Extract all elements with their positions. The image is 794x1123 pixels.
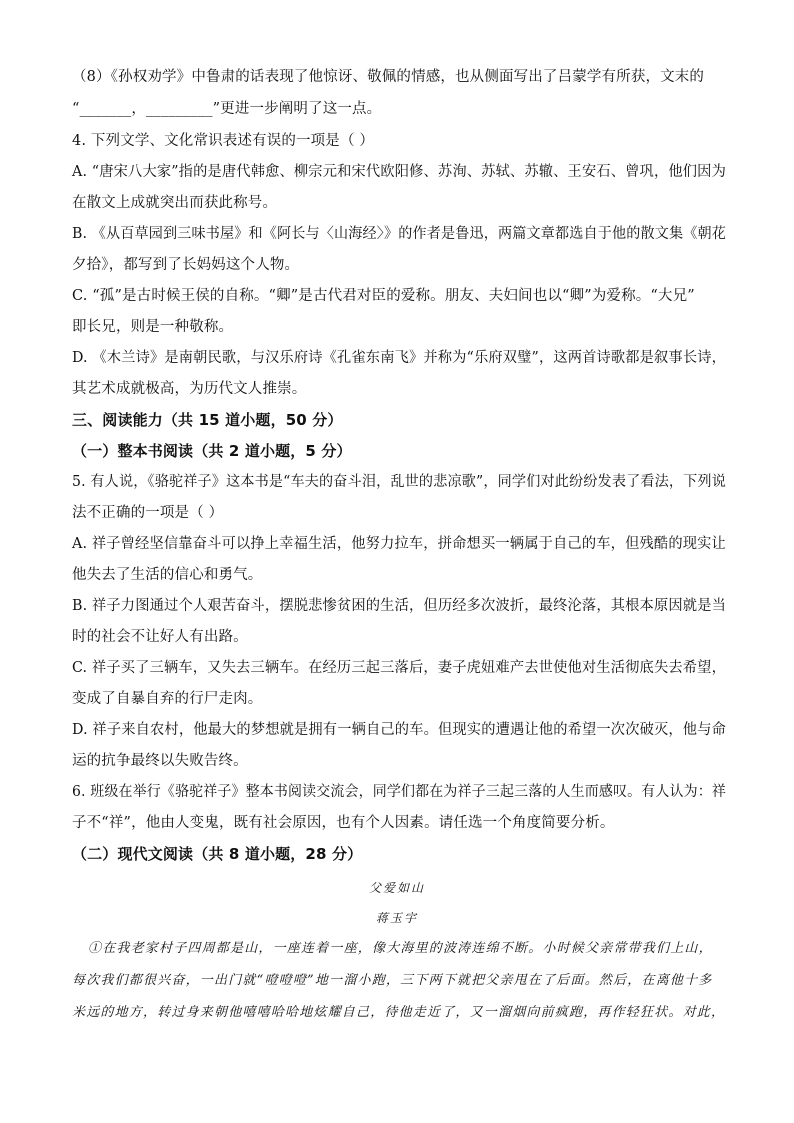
q8-line-2: “_______，_________”更进一步阐明了这一点。 <box>72 101 382 117</box>
article-title: 父爱如山 <box>368 881 425 895</box>
q5-option-c-line-1: C. 祥子买了三辆车，又失去三辆车。在经历三起三落后，妻子虎妞难产去世使他对生活彻底失去希望， <box>72 660 727 676</box>
q5-option-a-line-1: A. 祥子曾经坚信靠奋斗可以挣上幸福生活，他努力拉车，拼命想买一辆属于自己的车，但残酷的现实让 <box>72 536 726 552</box>
q5-option-d-line-1: D. 祥子来自农村，他最大的梦想就是拥有一辆自己的车。但现实的遭遇让他的希望一次次破灭，他与命 <box>72 722 726 738</box>
q4-option-a-line-1: A. “唐宋八大家”指的是唐代韩愈、柳宗元和宋代欧阳修、苏洵、苏轼、苏辙、王安石、曾巩，他们因为 <box>72 164 726 180</box>
article-author: 蒋玉宇 <box>375 911 418 925</box>
q4-stem: 4. 下列文学、文化常识表述有误的一项是（ ） <box>72 133 375 149</box>
q4-option-b-line-2: 夕拾》，都写到了长妈妈这个人物。 <box>72 257 300 273</box>
article-paragraph-1-line-1: ①在我老家村子四周都是山，一座连着一座，像大海里的波涛连绵不断。小时候父亲常带我们上山， <box>88 941 713 956</box>
q6-line-1: 6. 班级在举行《骆驼祥子》整本书阅读交流会，同学们都在为祥子三起三落的人生而感叹。有人认为：祥 <box>72 784 726 800</box>
q4-option-d-line-1: D. 《木兰诗》是南朝民歌，与汉乐府诗《孔雀东南飞》并称为“乐府双璧”，这两首诗歌都是叙事长诗， <box>72 350 727 366</box>
q5-option-d-line-2: 运的抗争最终以失败告终。 <box>72 753 248 769</box>
q5-option-c-line-2: 变成了自暴自弃的行尸走肉。 <box>72 691 263 707</box>
q4-option-b-line-1: B. 《从百草园到三味书屋》和《阿长与〈山海经〉》的作者是鲁迅，两篇文章都选自于他的散文集《朝花 <box>72 226 726 242</box>
part-1-heading: （一）整本书阅读（共 2 道小题，5 分） <box>72 442 352 460</box>
q5-stem-line-2: 法不正确的一项是（ ） <box>72 505 224 521</box>
q5-stem-line-1: 5. 有人说，《骆驼祥子》这本书是“车夫的奋斗泪，乱世的悲凉歌”，同学们对此纷纷发表了看法，下列说 <box>72 474 726 490</box>
q5-option-b-line-1: B. 祥子力图通过个人艰苦奋斗，摆脱悲惨贫困的生活，但历经多次波折，最终沦落，其根本原因就是当 <box>72 598 727 614</box>
q5-option-a-line-2: 他失去了生活的信心和勇气。 <box>72 567 263 583</box>
section-3-heading: 三、阅读能力（共 15 道小题，50 分） <box>72 411 343 429</box>
q4-option-c-line-2: 即长兄，则是一种敬称。 <box>72 319 234 335</box>
q8-line-1: （8）《孙权劝学》中鲁肃的话表现了他惊讶、敬佩的情感，也从侧面写出了吕蒙学有所获，文末的 <box>72 69 705 85</box>
article-paragraph-1-line-3: 米远的地方，转过身来朝他嘻嘻哈哈地炫耀自己，待他走近了，又一溜烟向前疯跑，再作轻狂状。对此， <box>72 1005 726 1020</box>
q4-option-a-line-2: 在散文上成就突出而获此称号。 <box>72 195 278 211</box>
q6-line-2: 子不“祥”，他由人变鬼，既有社会原因，也有个人因素。请任选一个角度简要分析。 <box>72 815 615 831</box>
part-2-heading: （二）现代文阅读（共 8 道小题，28 分） <box>72 845 363 863</box>
q5-option-b-line-2: 时的社会不让好人有出路。 <box>72 629 248 645</box>
q4-option-c-line-1: C. “孤”是古时候王侯的自称。“卿”是古代君对臣的爱称。朋友、夫妇间也以“卿”为爱称。“大兄” <box>72 288 695 304</box>
q4-option-d-line-2: 其艺术成就极高，为历代文人推崇。 <box>72 381 307 397</box>
article-paragraph-1-line-2: 每次我们都很兴奋，一出门就“噔噔噔”地一溜小跑，三下两下就把父亲甩在了后面。然后，在离他十多 <box>72 973 713 988</box>
